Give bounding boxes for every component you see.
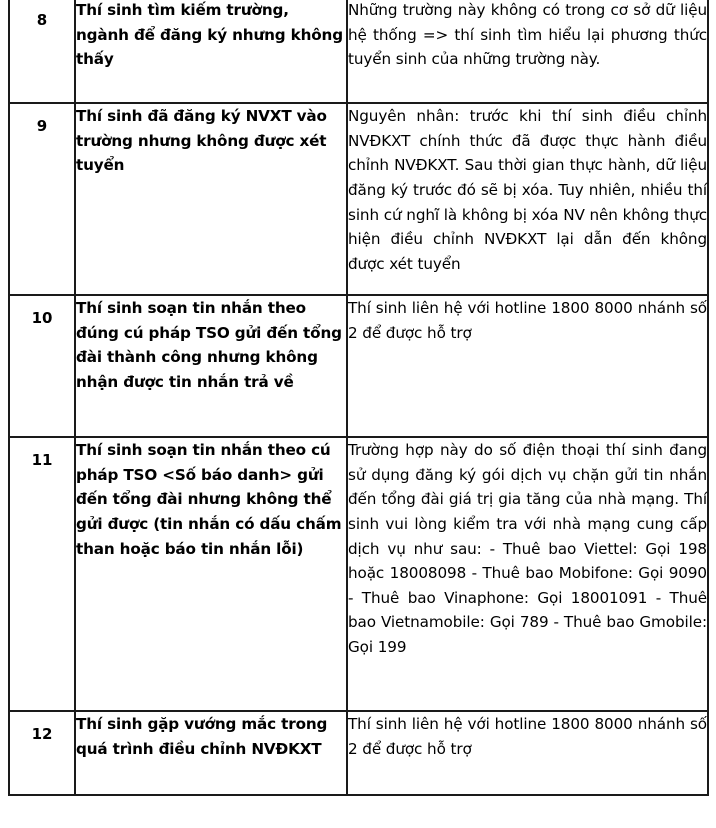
issue-text: Thí sinh soạn tin nhắn theo cú pháp TSO <Số báo danh> gửi đến tổng đài nhưng không thể gửi được (tin nhắn có dấu chấm than hoặc báo tin nhắn lỗi) bbox=[76, 441, 342, 558]
table-row bbox=[9, 711, 708, 795]
answer-text: Thí sinh liên hệ với hotline 1800 8000 nhánh số 2 để được hỗ trợ bbox=[348, 715, 707, 758]
issue-cell bbox=[75, 103, 347, 295]
answer-cell bbox=[347, 295, 708, 437]
answer-text: Nguyên nhân: trước khi thí sinh điều chỉnh NVĐKXT chính thức đã được thực hành điều chỉnh NVĐKXT. Sau thời gian thực hành, dữ liệu đăng ký trước đó sẽ bị xóa. Tuy nhiên, nhiều thí sinh cứ nghĩ là không bị xóa NV nên không thực hiện điều chỉnh NVĐKXT lại dẫn đến không được xét tuyển bbox=[348, 107, 707, 273]
row-number: 10 bbox=[31, 309, 53, 327]
row-number-cell bbox=[9, 711, 75, 795]
answer-cell bbox=[347, 0, 708, 103]
faq-table bbox=[8, 0, 709, 796]
row-number: 12 bbox=[31, 725, 53, 743]
answer-cell bbox=[347, 711, 708, 795]
issue-cell bbox=[75, 711, 347, 795]
issue-cell bbox=[75, 295, 347, 437]
answer-cell bbox=[347, 437, 708, 711]
issue-text: Thí sinh gặp vướng mắc trong quá trình điều chỉnh NVĐKXT bbox=[76, 715, 328, 758]
issue-text: Thí sinh tìm kiếm trường, ngành để đăng ký nhưng không thấy bbox=[76, 1, 343, 69]
issue-cell bbox=[75, 437, 347, 711]
row-number: 9 bbox=[36, 117, 48, 135]
answer-text: Những trường này không có trong cơ sở dữ liệu hệ thống => thí sinh tìm hiểu lại phương thức tuyển sinh của những trường này. bbox=[348, 1, 707, 69]
table-row bbox=[9, 0, 708, 103]
issue-text: Thí sinh đã đăng ký NVXT vào trường nhưng không được xét tuyển bbox=[76, 107, 327, 175]
row-number-cell bbox=[9, 437, 75, 711]
row-number-cell bbox=[9, 103, 75, 295]
table-row bbox=[9, 295, 708, 437]
table-row bbox=[9, 103, 708, 295]
issue-text: Thí sinh soạn tin nhắn theo đúng cú pháp TSO gửi đến tổng đài thành công nhưng không nhận được tin nhắn trả về bbox=[76, 299, 342, 391]
table-body bbox=[9, 0, 708, 795]
row-number: 11 bbox=[31, 451, 53, 469]
table-row bbox=[9, 437, 708, 711]
issue-cell bbox=[75, 0, 347, 103]
row-number: 8 bbox=[36, 11, 48, 29]
answer-text: Trường hợp này do số điện thoại thí sinh đang sử dụng đăng ký gói dịch vụ chặn gửi tin nhắn đến tổng đài giá trị gia tăng của nhà mạng. Thí sinh vui lòng kiểm tra với nhà mạng cung cấp dịch vụ như sau: - Thuê bao Viettel: Gọi 198 hoặc 18008098 - Thuê bao Mobifone: Gọi 9090 - Thuê bao Vinaphone: Gọi 18001091 - Thuê bao Vietnamobile: Gọi 789 - Thuê bao Gmobile: Gọi 199 bbox=[348, 441, 707, 656]
answer-cell bbox=[347, 103, 708, 295]
answer-text: Thí sinh liên hệ với hotline 1800 8000 nhánh số 2 để được hỗ trợ bbox=[348, 299, 707, 342]
row-number-cell bbox=[9, 295, 75, 437]
row-number-cell bbox=[9, 0, 75, 103]
